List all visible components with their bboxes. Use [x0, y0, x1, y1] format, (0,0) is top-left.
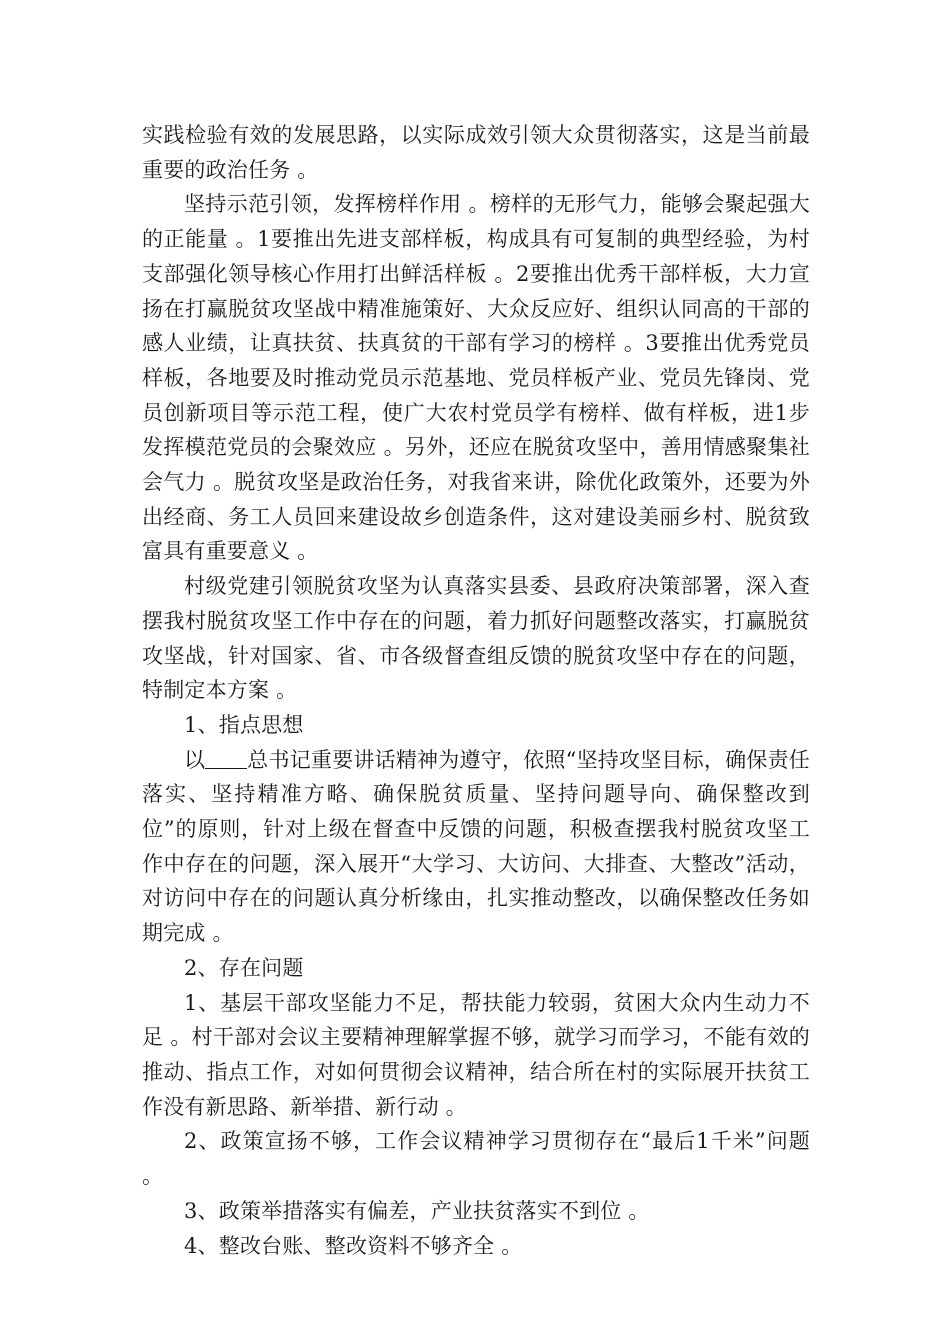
- paragraph-continuation: 实践检验有效的发展思路，以实际成效引领大众贯彻落实，这是当前最重要的政治任务 。: [142, 123, 810, 182]
- paragraph-plan-intro: 村级党建引领脱贫攻坚为认真落实县委、县政府决策部署，深入查摆我村脱贫攻坚工作中存在的问题，着力抓好问题整改落实，打赢脱贫攻坚战，针对国家、省、市各级督查组反馈的脱贫攻坚中存在的问题，特制定本方案 。: [142, 574, 810, 703]
- section-heading-existing-problems: 2、存在问题: [184, 955, 304, 980]
- fill-in-blank-line: [205, 747, 247, 769]
- paragraph-guiding-ideology: [142, 743, 810, 951]
- guiding-text-before-blank: 以: [184, 747, 206, 772]
- problem-item-1: 1、基层干部攻坚能力不足，帮扶能力较弱，贫困大众内生动力不足 。村干部对会议主要精神理解掌握不够，就学习而学习，不能有效的推动、指点工作，对如何贯彻会议精神，结合所在村的实际展开扶贫工作没有新思路、新举措、新行动 。: [142, 990, 810, 1119]
- problem-item-4: 4、整改台账、整改资料不够齐全 。: [184, 1233, 523, 1258]
- problem-item-2: 2、政策宣扬不够，工作会议精神学习贯彻存在“最后1千米”问题 。: [142, 1129, 810, 1189]
- document-body: [142, 118, 810, 1263]
- section-heading-guiding-ideology: 1、指点思想: [184, 712, 304, 737]
- problem-item-3: 3、政策举措落实有偏差，产业扶贫落实不到位 。: [184, 1198, 650, 1223]
- paragraph-role-models: 坚持示范引领，发挥榜样作用 。榜样的无形气力，能够会聚起强大的正能量 。1要推出先进支部样板，构成具有可复制的典型经验，为村支部强化领导核心作用打出鲜活样板 。2要推出优秀干部样板，大力宣扬在打赢脱贫攻坚战中精准施策好、大众反应好、组织认同高的干部的感人业绩，让真扶贫、扶真贫的干部有学习的榜样 。3要推出优秀党员样板，各地要及时推动党员示范基地、党员样板产业、党员先锋岗、党员创新项目等示范工程，使广大农村党员学有榜样、做有样板，进1步发挥模范党员的会聚效应 。另外，还应在脱贫攻坚中，善用情感聚集社会气力 。脱贫攻坚是政治任务，对我省来讲，除优化政策外，还要为外出经商、务工人员回来建设故乡创造条件，这对建设美丽乡村、脱贫致富具有重要意义 。: [142, 192, 810, 564]
- guiding-text-after-blank: 总书记重要讲话精神为遵守，依照“坚持攻坚目标，确保责任落实、坚持精准方略、确保脱贫质量、坚持问题导向、确保整改到位”的原则，针对上级在督查中反馈的问题，积极查摆我村脱贫攻坚工作中存在的问题，深入展开“大学习、大访问、大排查、大整改”活动，对访问中存在的问题认真分析缘由，扎实推动整改，以确保整改任务如期完成 。: [142, 747, 811, 946]
